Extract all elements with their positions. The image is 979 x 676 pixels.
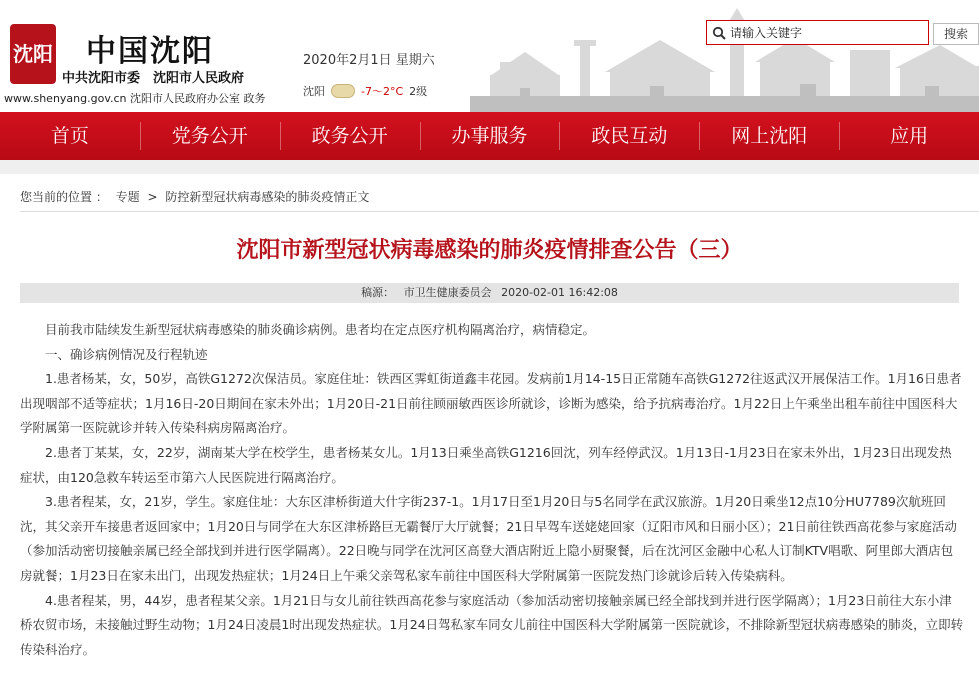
nav-item-government-affairs[interactable]: 政务公开: [280, 112, 420, 160]
article-meta: [20, 283, 959, 303]
article-title: 沈阳市新型冠状病毒感染的肺炎疫情排查公告（三）: [236, 238, 743, 263]
current-date: 2020年2月1日 星期六: [303, 53, 435, 68]
cloudy-weather-icon: [331, 84, 355, 98]
nav-item-online-shenyang[interactable]: 网上沈阳: [699, 112, 839, 160]
site-logo[interactable]: 沈阳: [10, 24, 56, 84]
article-source: 市卫生健康委员会: [403, 286, 492, 299]
divider: [20, 211, 979, 212]
breadcrumb: [20, 188, 373, 205]
weather-widget: [303, 83, 427, 99]
article-paragraph: 1.患者杨某，女，50岁，高铁G1272次保洁员。家庭住址：铁西区霁虹街道鑫丰花园。发病前1月14-15日正常随车高铁G1272往返武汉开展保洁工作。1月16日患者出现咽部不适等症状；1月16日-20日期间在家未外出；1月20日-21日前往顾丽敏西医诊所就诊，诊断为感染，给予抗病毒治疗。1月22日上午乘坐出租车前往中国医科大学附属第一医院就诊并转入传染科病房隔离治疗。: [20, 371, 962, 436]
source-label: 稿源：: [361, 286, 395, 299]
weather-wind: 2级: [409, 85, 428, 98]
article-body: [20, 318, 964, 662]
article-section-heading: 一、确诊病例情况及行程轨迹: [45, 346, 208, 362]
search-input[interactable]: [728, 26, 922, 40]
article-paragraph: 3.患者程某，女，21岁，学生。家庭住址：大东区津桥街道大什字街237-1。1月17日至1月20日与5名同学在武汉旅游。1月20日乘坐12点10分HU7789次航班回沈，其父亲开车接患者返回家中；1月20日与同学在大东区津桥路巨无霸餐厅大厅就餐；21日早驾车送姥姥回家（辽阳市风和日丽小区）；21日前往铁西高花参与家庭活动（参加活动密切接触亲属已经全部找到并进行医学隔离）。22日晚与同学在沈河区高登大酒店附近上隐小厨聚餐，后在沈河区金融中心私人订制KTV唱歌、阿里郎大酒店包房就餐；1月23日在家未出门，出现发热症状；1月24日上午乘父亲驾私家车前往中国医科大学附属第一医院发热门诊就诊后转入传染病科。: [20, 494, 957, 583]
search-button[interactable]: 搜索: [933, 23, 979, 45]
nav-item-apps[interactable]: 应用: [839, 112, 979, 160]
nav-item-interaction[interactable]: 政民互动: [559, 112, 699, 160]
search-icon: [710, 24, 728, 42]
breadcrumb-prefix: 您当前的位置 ：: [20, 190, 108, 204]
nav-item-party-affairs[interactable]: 党务公开: [140, 112, 280, 160]
main-nav: [0, 112, 979, 160]
site-title[interactable]: 中国沈阳: [86, 34, 214, 69]
weather-city: 沈阳: [303, 85, 325, 98]
weather-temp: -7～2°C: [361, 85, 404, 98]
article-paragraph: 2.患者丁某某，女，22岁，湖南某大学在校学生，患者杨某女儿。1月13日乘坐高铁G1216回沈，列车经停武汉。1月13日-1月23日在家未外出，1月23日出现发热症状，由120急救车转运至市第六人民医院进行隔离治疗。: [20, 444, 952, 485]
breadcrumb-link-topics[interactable]: 专题: [115, 190, 140, 204]
city-skyline-banner: [470, 0, 979, 112]
article-paragraph: 目前我市陆续发生新型冠状病毒感染的肺炎确诊病例。患者均在定点医疗机构隔离治疗，病情稳定。: [45, 322, 596, 337]
site-url: www.shenyang.gov.cn 沈阳市人民政府办公室 政务: [4, 92, 266, 105]
nav-item-home[interactable]: 首页: [50, 125, 89, 147]
breadcrumb-separator: >: [147, 190, 158, 204]
search-box: [706, 20, 929, 45]
nav-shadow-strip: [0, 160, 979, 174]
breadcrumb-current: 防控新型冠状病毒感染的肺炎疫情正文: [165, 190, 370, 204]
article-paragraph: 4.患者程某，男，44岁，患者程某父亲。1月21日与女儿前往铁西高花参与家庭活动（参加活动密切接触亲属已经全部找到并进行医学隔离）；1月23日前往大东小津桥农贸市场，未接触过野生动物；1月24日凌晨1时出现发热症状。1月24日驾私家车同女儿前往中国医科大学附属第一医院就诊，不排除新型冠状病毒感染的肺炎，立即转传染科治疗。: [20, 592, 964, 657]
site-header: [0, 0, 979, 112]
nav-item-services[interactable]: 办事服务: [420, 112, 560, 160]
site-subtitle: 中共沈阳市委 沈阳市人民政府: [62, 71, 245, 86]
article-datetime: 2020-02-01 16:42:08: [501, 286, 618, 299]
